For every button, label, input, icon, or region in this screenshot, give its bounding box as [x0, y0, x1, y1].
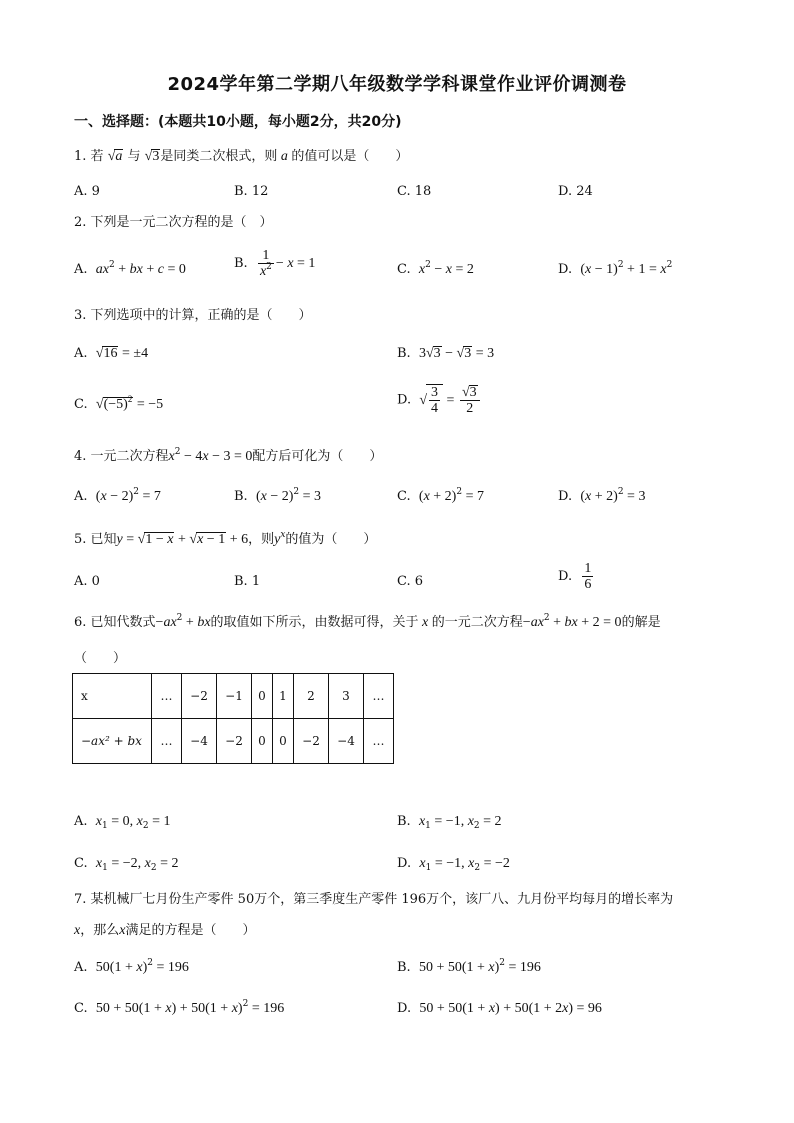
q3-option-d: D. √ $\frac{3}{4}$ = $\frac{√3}{2}$ [397, 384, 482, 416]
q1-option-d: D. 24 [558, 184, 593, 199]
q5-option-b: B. 1 [234, 574, 261, 589]
table-cell: … [152, 719, 182, 764]
q2-option-b: B. $\frac{1}{x^2}$ − x = 1 [234, 248, 316, 279]
question-1: 1. 若 √a 与 √3是同类二次根式，则 a 的值可以是（ ） [74, 149, 409, 164]
question-5: 5. 已知y = √1 − x + √x − 1 + 6，则$y^x$的值为（ ） [74, 530, 377, 547]
question-2: 2. 下列是一元二次方程的是（ ） [74, 215, 273, 230]
q6-mid: 的取值如下所示，由数据可得，关于 [210, 615, 419, 630]
q5-option-a: A. 0 [74, 574, 100, 589]
table-cell: … [364, 674, 394, 719]
table-cell: −ax² + bx [73, 719, 152, 764]
page-title: 2024学年第二学期八年级数学学科课堂作业评价调测卷 [167, 74, 627, 95]
q4-prefix: 4. 一元二次方程 [74, 449, 169, 464]
question-6: 6. 已知代数式$-ax^2$ + bx的取值如下所示，由数据可得，关于 x 的一元二次方程$-ax^2$ + bx + 2 = 0的解是 [74, 613, 661, 630]
q7-tail: 满足的方程是（ ） [125, 923, 256, 938]
q7-post: ，那么 [80, 923, 120, 938]
q7-option-b: B. $50 + 50(1 + x)^2 = 196$ [397, 958, 541, 975]
q2-option-d: D. $(x - 1)^2 + 1 = x^2$ [558, 260, 673, 277]
q5-mid: ，则 [248, 532, 275, 547]
table-cell: … [152, 674, 182, 719]
q2-option-a: A. $ax^2$ + bx + c = 0 [74, 260, 186, 277]
q6-post: 的解是 [621, 615, 661, 630]
question-7-line2: x，那么x满足的方程是（ ） [74, 923, 256, 938]
table-cell: 1 [273, 674, 294, 719]
q4-option-c: C. $(x + 2)^2 = 7$ [397, 487, 484, 504]
q2-option-c: C. $x^2 - x = 2$ [397, 260, 474, 277]
table-cell: −4 [182, 719, 217, 764]
q4-option-a: A. $(x - 2)^2 = 7$ [74, 487, 161, 504]
q3-option-a: A. √16 = ±4 [74, 346, 149, 361]
table-row [73, 674, 394, 719]
table-cell: … [364, 719, 394, 764]
q5-post: 的值为（ ） [285, 532, 377, 547]
q1-prefix: 1. 若 [74, 149, 104, 164]
q6-option-d: D. $x_1 = -1$, $x_2 = -2$ [397, 856, 510, 873]
question-3: 3. 下列选项中的计算，正确的是（ ） [74, 308, 312, 323]
q3-option-c: C. $√(-5)^2 = -5$ [74, 394, 164, 412]
q4-post: 配方后可化为（ ） [252, 449, 383, 464]
q6-prefix: 6. 已知代数式 [74, 615, 156, 630]
q5-prefix: 5. 已知 [74, 532, 117, 547]
question-7: 7. 某机械厂七月份生产零件 50万个，第三季度生产零件 196万个，该厂八、九月份平均每月的增长率为 [74, 892, 674, 907]
table-row [73, 719, 394, 764]
q6-option-b: B. $x_1 = -1$, $x_2 = 2$ [397, 814, 502, 831]
table-cell: −2 [182, 674, 217, 719]
q5-option-d: D. $\frac{1}{6}$ [558, 561, 592, 592]
q1-option-b: B. 12 [234, 184, 269, 199]
q7-option-a: A. $50(1 + x)^2 = 196$ [74, 958, 189, 975]
q1-post: 是同类二次根式，则 [160, 149, 278, 164]
q6-paren: （ ） [74, 651, 127, 666]
q1-tail: 的值可以是（ ） [291, 149, 409, 164]
q1-mid: 与 [127, 149, 141, 164]
q4-option-d: D. $(x + 2)^2 = 3$ [558, 487, 646, 504]
q4-option-b: B. $(x - 2)^2 = 3$ [234, 487, 322, 504]
table-cell: −2 [217, 719, 252, 764]
q5-option-c: C. 6 [397, 574, 424, 589]
table-cell: −2 [294, 719, 329, 764]
table-cell: −4 [329, 719, 364, 764]
table-cell: −1 [217, 674, 252, 719]
q7-option-c: C. $50 + 50(1 + x) + 50(1 + x)^2 = 196$ [74, 999, 285, 1016]
q6-mid2: 的一元二次方程 [431, 615, 523, 630]
q6-option-a: A. $x_1 = 0$, $x_2 = 1$ [74, 814, 171, 831]
q6-option-c: C. $x_1 = -2$, $x_2 = 2$ [74, 856, 179, 873]
q3-option-b: B. 3√3 − √3 = 3 [397, 346, 495, 361]
q7-option-d: D. 50 + 50(1 + x) + 50(1 + 2x) = 96 [397, 1001, 602, 1016]
q1-option-a: A. 9 [74, 184, 100, 199]
value-table [72, 673, 394, 764]
table-cell: 0 [252, 674, 273, 719]
q1-option-c: C. 18 [397, 184, 432, 199]
table-cell: 3 [329, 674, 364, 719]
table-cell: 0 [273, 719, 294, 764]
table-cell: 0 [252, 719, 273, 764]
section-heading: 一、选择题：(本题共10小题，每小题2分，共20分) [74, 114, 402, 130]
table-cell: 2 [294, 674, 329, 719]
table-cell: x [73, 674, 152, 719]
question-4: 4. 一元二次方程$x^2 - 4x - 3 = 0$配方后可化为（ ） [74, 447, 383, 464]
